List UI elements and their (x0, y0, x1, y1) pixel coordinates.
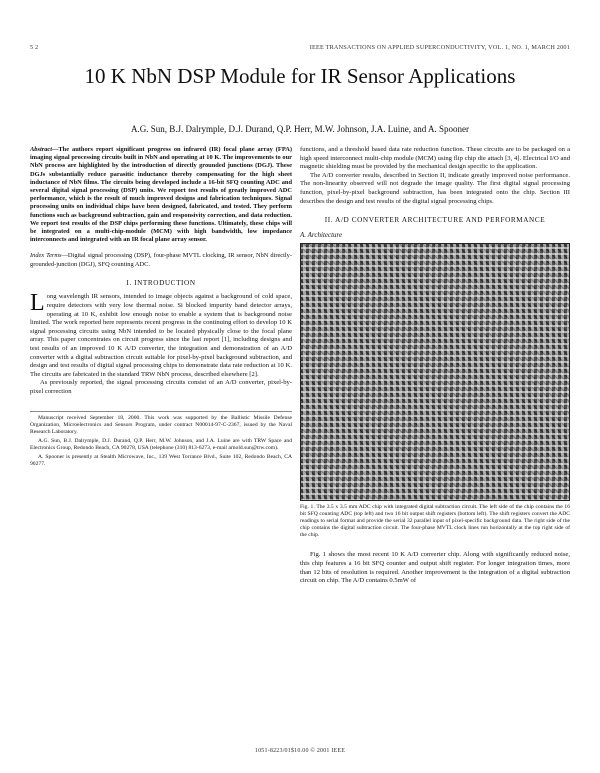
section-heading-adc: II. A/D CONVERTER ARCHITECTURE AND PERFORMANCE (324, 216, 546, 225)
abstract (30, 146, 292, 244)
running-header (30, 44, 570, 51)
page-number: 5 2 (30, 44, 39, 51)
subsection-architecture: A. Architecture (300, 230, 343, 239)
copyright-footer: 1051-8223/01$10.00 © 2001 IEEE (254, 748, 346, 754)
adc-chip-micrograph (300, 243, 570, 501)
footnote-affiliation: A.G. Sun, B.J. Dalrymple, D.J. Durand, Q.P. Herr, M.W. Johnson, and J.A. Luine are with TRW Space and Electronics Group, Redondo Beach, CA 90278, USA (telephone (310) 813-6273, e-mail arnold.sun@trw.com). (30, 437, 292, 451)
abstract-label: Abstract (30, 146, 53, 153)
right-paragraph-2: The A/D converter results, described in Section II, indicate greatly improved noise performance. The non-linearity observed will not degrade the image quality. The first digital signal processing function, pixel-by-pixel background subtraction, has been integrated onto the chip. Section III describes the design and test results of the digital signal processing chips. (300, 171, 570, 205)
figure-frame (300, 243, 570, 501)
section-heading-introduction: I. INTRODUCTION (126, 278, 196, 287)
index-terms-text: —Digital signal processing (DSP), four-phase MVTL clocking, IR sensor, NbN directly-grounded-junction (DGJ), SFQ counting ADC. (30, 252, 293, 268)
footnote-spooner: A. Spooner is presently at Stealth Microwave, Inc., 139 West Torrance Blvd., Suite 102, Redondo Beach, CA 90277. (30, 453, 292, 467)
intro-paragraph-2: As previously reported, the signal processing circuits consist of an A/D converter, pixel-by-pixel correction (30, 379, 292, 395)
abstract-text: —The authors report significant progress on infrared (IR) focal plane array (FPA) imaging signal processing circuits built in NbN and operating at 10 K. The improvements to our NbN process are highlighted by the introduction of directly grounded junctions (DGJ). These DGJs substantially reduce parasitic inductance thereby compensating for the high sheet inductance of NbN films. The circuits being developed include a 16-bit SFQ counting ADC and several digital signal processing (DSP) units. We report test results of greatly improved ADC performance, which is the result of much improved designs and fabrication techniques. Signal processing units on individual chips have been designed, fabricated, and tested. They perform functions such as background subtraction, gain and responsivity correction, and data reduction. We report test results of the DSP chips performing these functions. Ultimately, these chips will be integrated on a multi-chip-module (MCM) with high bandwidth, low impedance interconnects and integrated with an IR focal plane array sensor. (30, 146, 292, 244)
right-paragraph-3: Fig. 1 shows the most recent 10 K A/D converter chip. Along with significantly reduced noise, this chip features a 16 bit SFQ counter and output shift register. For longer integration times, more than 12 bits of resolution is required. Another improvement is the integration of a digital subtraction circuit on chip. The A/D contains 0.5mW of (300, 551, 570, 585)
footnotes (30, 411, 292, 468)
right-paragraph-1: functions, and a threshold based data rate reduction function. These circuits are to be packaged on a high speed interconnect multi-chip module (MCM) using flip chip die attach [3, 4]. Electrical I/O and magnetic shielding must be provided by the mechanical design specific to the application. (300, 146, 570, 171)
paper-title: 10 K NbN DSP Module for IR Sensor Applications (84, 64, 516, 88)
footnote-funding: Manuscript received September 18, 2000. This work was supported by the Ballistic Missile Defense Organization, Microelectronics and Sensors Program, under contract N00014-97-C-2367, issued by the Naval Research Laboratory. (30, 414, 292, 435)
left-column (30, 146, 292, 470)
drop-cap: L (30, 290, 45, 317)
index-terms (30, 252, 292, 268)
right-column (300, 146, 570, 586)
intro-paragraph-1-text: ong wavelength IR sensors, intended to image objects against a background of cold space, require detectors with very low thermal noise. Si blocked impurity band detector arrays, operating at 10 K, exhibit low enough noise to enable a system that is background noise limited. The work reported here represents recent progress in the continuing effort to develop 10 K signal processing circuits using NbN intended to be located physically close to the focal plane array. This paper concentrates on circuit progress since the last report [1], including designs and test results of an improved 10 K A/D converter, the integration and demonstration of an A/D converter with a digital subtraction circuit suitable for pixel-by-pixel background subtraction, and design and test results of digital signal processing chips to demonstrate data rate reduction at 10 K. The circuits are fabricated in the standard TRW NbN process, described elsewhere [2]. (30, 293, 292, 378)
author-list: A.G. Sun, B.J. Dalrymple, D.J. Durand, Q.P. Herr, M.W. Johnson, J.A. Luine, and A. Spooner (130, 124, 470, 134)
intro-paragraph-1 (30, 290, 292, 379)
index-terms-label: Index Terms (30, 252, 62, 260)
figure-caption: Fig. 1. The 3.5 x 3.5 mm ADC chip with integrated digital subtraction circuit. The left side of the chip contains the 16 bit SFQ counting ADC (top left) and two 16 bit output shift registers (bottom left). The shift registers convert the ADC readings to serial format and provide the serial 32 parallel input of pixel-specific background data. The right side of the chip contains the digital subtraction circuit. The four-phase MVTL clock lines run horizontally at the top right side of the chip. (300, 504, 570, 539)
journal-name: IEEE TRANSACTIONS ON APPLIED SUPERCONDUCTIVITY, VOL. 1, NO. 1, MARCH 2001 (309, 44, 570, 51)
